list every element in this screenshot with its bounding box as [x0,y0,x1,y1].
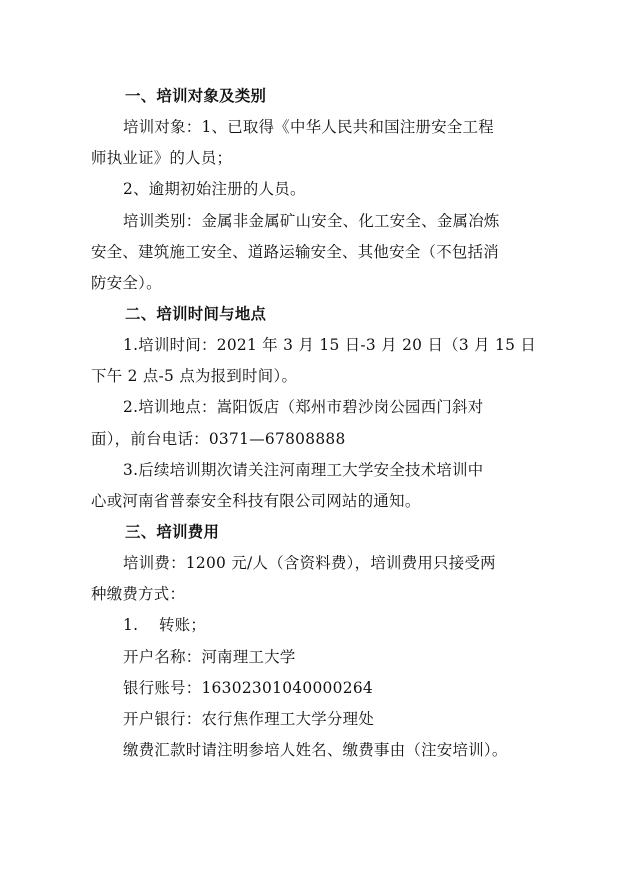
paragraph-line: 下午 2 点-5 点为报到时间）。 [91,367,298,386]
bank-name-line: 开户银行：农行焦作理工大学分理处 [123,709,375,728]
paragraph-line: 1. 转账； [123,616,207,635]
paragraph-line: 2.培训地点：嵩阳饭店（郑州市碧沙岗公园西门斜对 [123,398,484,417]
paragraph-line: 心或河南省普泰安全科技有限公司网站的通知。 [91,491,421,510]
paragraph-line: 防安全）。 [91,273,162,292]
paragraph-line: 面），前台电话：0371—67808888 [91,429,346,448]
paragraph-line: 师执业证》的人员； [91,149,233,168]
paragraph-line: 培训费：1200 元/人（含资料费），培训费用只接受两 [123,554,496,573]
account-number-line: 银行账号：16302301040000264 [123,678,374,697]
paragraph-line: 种缴费方式： [91,585,186,604]
paragraph-line: 2、逾期初始注册的人员。 [123,180,306,199]
account-name-line: 开户名称：河南理工大学 [123,647,296,666]
payment-note-line: 缴费汇款时请注明参培人姓名、缴费事由（注安培训）。 [123,740,508,759]
paragraph-line: 培训类别：金属非金属矿山安全、化工安全、金属冶炼 [123,211,500,230]
section-heading-time-location: 二、培训时间与地点 [125,304,267,323]
paragraph-line: 1.培训时间：2021 年 3 月 15 日-3 月 20 日（3 月 15 日 [123,336,537,355]
paragraph-line: 安全、建筑施工安全、道路运输安全、其他安全（不包括消 [91,242,499,261]
paragraph-line: 培训对象：1、已取得《中华人民共和国注册安全工程 [123,118,494,137]
paragraph-line: 3.后续培训期次请关注河南理工大学安全技术培训中 [123,460,484,479]
section-heading-training-targets: 一、培训对象及类别 [125,87,267,105]
document-body [91,81,537,766]
section-heading-training-fees: 三、培训费用 [125,522,220,541]
